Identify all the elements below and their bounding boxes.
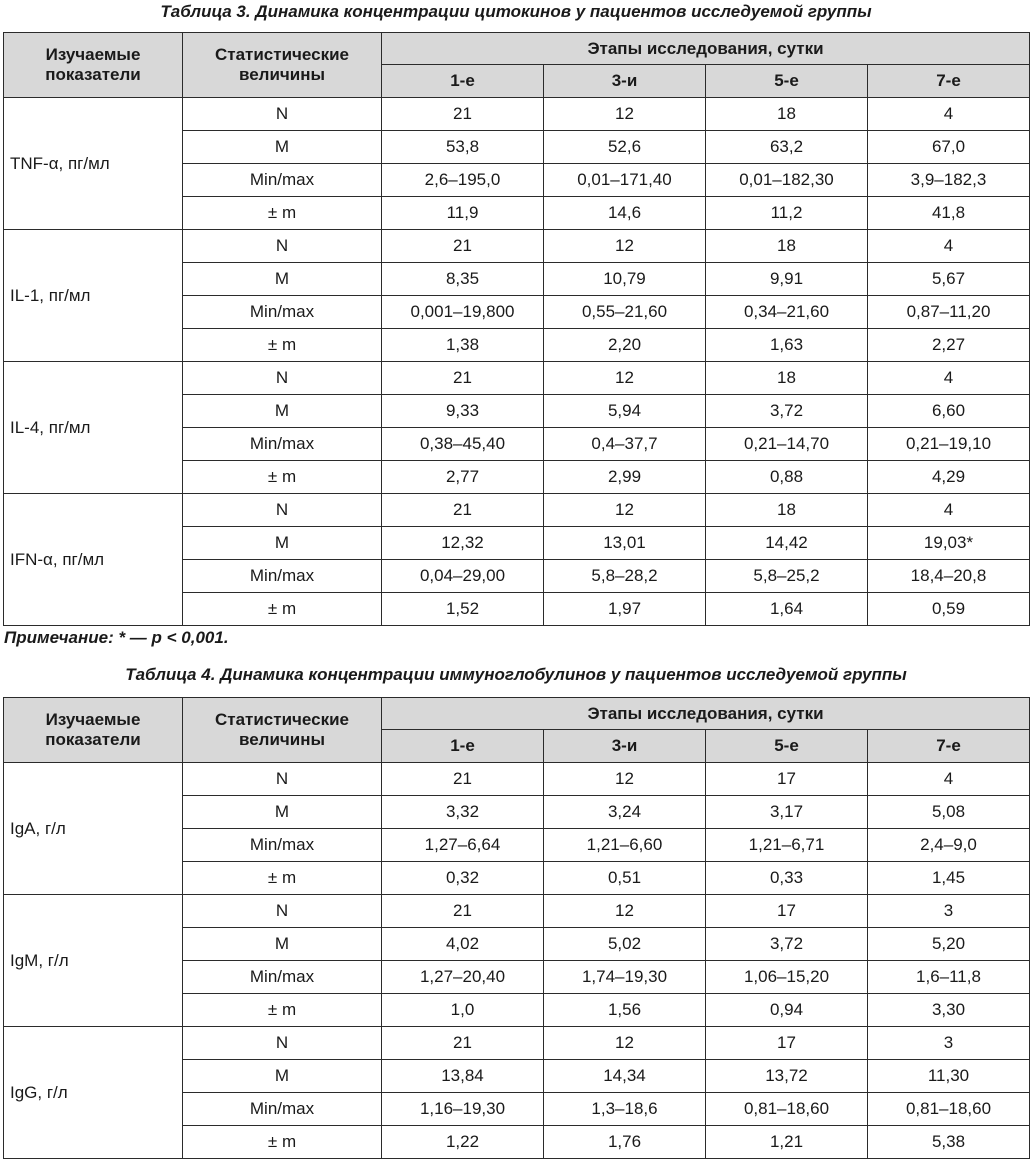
value-cell: 0,33 (706, 862, 868, 895)
value-cell: 0,59 (868, 593, 1030, 626)
value-cell: 0,01–171,40 (544, 164, 706, 197)
value-cell: 5,8–28,2 (544, 560, 706, 593)
value-cell: 4,02 (382, 928, 544, 961)
value-cell: 21 (382, 1027, 544, 1060)
parameter-name: IL-1, пг/мл (4, 230, 183, 362)
stat-label: M (183, 1060, 382, 1093)
value-cell: 5,02 (544, 928, 706, 961)
stat-label: M (183, 527, 382, 560)
value-cell: 4 (868, 230, 1030, 263)
value-cell: 1,16–19,30 (382, 1093, 544, 1126)
value-cell: 0,21–19,10 (868, 428, 1030, 461)
value-cell: 11,9 (382, 197, 544, 230)
value-cell: 12 (544, 98, 706, 131)
value-cell: 5,08 (868, 796, 1030, 829)
value-cell: 1,27–20,40 (382, 961, 544, 994)
value-cell: 1,21–6,71 (706, 829, 868, 862)
stat-label: M (183, 131, 382, 164)
value-cell: 13,72 (706, 1060, 868, 1093)
value-cell: 3 (868, 1027, 1030, 1060)
value-cell: 4 (868, 362, 1030, 395)
value-cell: 0,38–45,40 (382, 428, 544, 461)
value-cell: 52,6 (544, 131, 706, 164)
table-row (4, 763, 1030, 796)
stat-label: Min/max (183, 1093, 382, 1126)
stat-label: Min/max (183, 829, 382, 862)
table-row (4, 895, 1030, 928)
stat-label: Min/max (183, 428, 382, 461)
value-cell: 18 (706, 362, 868, 395)
parameter-name: TNF-α, пг/мл (4, 98, 183, 230)
value-cell: 4,29 (868, 461, 1030, 494)
stat-label: Min/max (183, 961, 382, 994)
value-cell: 3,17 (706, 796, 868, 829)
value-cell: 21 (382, 362, 544, 395)
value-cell: 5,8–25,2 (706, 560, 868, 593)
table3-caption: Таблица 3. Динамика концентрации цитокинов у пациентов исследуемой группы (160, 2, 872, 21)
parameter-name: IgG, г/л (4, 1027, 183, 1159)
value-cell: 2,4–9,0 (868, 829, 1030, 862)
value-cell: 4 (868, 98, 1030, 131)
header-day: 3-и (544, 65, 706, 98)
value-cell: 12 (544, 895, 706, 928)
table-row (4, 98, 1030, 131)
value-cell: 11,2 (706, 197, 868, 230)
value-cell: 0,4–37,7 (544, 428, 706, 461)
value-cell: 3,32 (382, 796, 544, 829)
value-cell: 0,55–21,60 (544, 296, 706, 329)
value-cell: 10,79 (544, 263, 706, 296)
header-day: 3-и (544, 730, 706, 763)
value-cell: 21 (382, 763, 544, 796)
value-cell: 14,6 (544, 197, 706, 230)
value-cell: 14,42 (706, 527, 868, 560)
value-cell: 8,35 (382, 263, 544, 296)
stat-label: ± m (183, 461, 382, 494)
value-cell: 1,63 (706, 329, 868, 362)
value-cell: 0,04–29,00 (382, 560, 544, 593)
value-cell: 1,64 (706, 593, 868, 626)
value-cell: 21 (382, 895, 544, 928)
value-cell: 2,20 (544, 329, 706, 362)
value-cell: 17 (706, 1027, 868, 1060)
value-cell: 5,20 (868, 928, 1030, 961)
stat-label: Min/max (183, 560, 382, 593)
table4 (3, 697, 1030, 1159)
stat-label: N (183, 494, 382, 527)
value-cell: 41,8 (868, 197, 1030, 230)
value-cell: 12 (544, 230, 706, 263)
stat-label: ± m (183, 1126, 382, 1159)
value-cell: 12 (544, 763, 706, 796)
header-stat: Статистические величины (183, 698, 382, 763)
value-cell: 17 (706, 895, 868, 928)
value-cell: 18 (706, 230, 868, 263)
parameter-name: IL-4, пг/мл (4, 362, 183, 494)
stat-label: M (183, 395, 382, 428)
value-cell: 13,01 (544, 527, 706, 560)
value-cell: 9,33 (382, 395, 544, 428)
header-day: 5-е (706, 65, 868, 98)
stat-label: M (183, 796, 382, 829)
value-cell: 53,8 (382, 131, 544, 164)
value-cell: 1,38 (382, 329, 544, 362)
stat-label: ± m (183, 593, 382, 626)
value-cell: 1,56 (544, 994, 706, 1027)
parameter-name: IgM, г/л (4, 895, 183, 1027)
stat-label: N (183, 763, 382, 796)
header-day: 1-е (382, 65, 544, 98)
value-cell: 18 (706, 98, 868, 131)
value-cell: 19,03* (868, 527, 1030, 560)
value-cell: 5,94 (544, 395, 706, 428)
header-day: 7-е (868, 730, 1030, 763)
stat-label: N (183, 362, 382, 395)
header-param: Изучаемые показатели (4, 33, 183, 98)
value-cell: 3 (868, 895, 1030, 928)
value-cell: 2,99 (544, 461, 706, 494)
stat-label: N (183, 230, 382, 263)
stat-label: ± m (183, 197, 382, 230)
value-cell: 3,24 (544, 796, 706, 829)
value-cell: 0,01–182,30 (706, 164, 868, 197)
value-cell: 18,4–20,8 (868, 560, 1030, 593)
table-row (4, 230, 1030, 263)
value-cell: 1,6–11,8 (868, 961, 1030, 994)
value-cell: 5,38 (868, 1126, 1030, 1159)
table-row (4, 494, 1030, 527)
stat-label: M (183, 928, 382, 961)
stat-label: Min/max (183, 164, 382, 197)
value-cell: 21 (382, 98, 544, 131)
table4-caption: Таблица 4. Динамика концентрации иммуноглобулинов у пациентов исследуемой группы (125, 665, 907, 684)
table3-body (4, 98, 1030, 626)
value-cell: 1,21 (706, 1126, 868, 1159)
value-cell: 2,6–195,0 (382, 164, 544, 197)
value-cell: 17 (706, 763, 868, 796)
value-cell: 21 (382, 494, 544, 527)
header-day: 7-е (868, 65, 1030, 98)
value-cell: 1,76 (544, 1126, 706, 1159)
value-cell: 12 (544, 494, 706, 527)
value-cell: 4 (868, 763, 1030, 796)
stat-label: ± m (183, 329, 382, 362)
value-cell: 3,72 (706, 395, 868, 428)
stat-label: ± m (183, 862, 382, 895)
value-cell: 0,34–21,60 (706, 296, 868, 329)
value-cell: 3,9–182,3 (868, 164, 1030, 197)
value-cell: 5,67 (868, 263, 1030, 296)
value-cell: 0,81–18,60 (868, 1093, 1030, 1126)
table4-body (4, 763, 1030, 1159)
value-cell: 1,06–15,20 (706, 961, 868, 994)
stat-label: Min/max (183, 296, 382, 329)
value-cell: 1,45 (868, 862, 1030, 895)
value-cell: 12 (544, 362, 706, 395)
header-day: 1-е (382, 730, 544, 763)
value-cell: 18 (706, 494, 868, 527)
value-cell: 2,77 (382, 461, 544, 494)
header-day: 5-е (706, 730, 868, 763)
parameter-name: IgA, г/л (4, 763, 183, 895)
value-cell: 14,34 (544, 1060, 706, 1093)
value-cell: 0,81–18,60 (706, 1093, 868, 1126)
stat-label: N (183, 895, 382, 928)
parameter-name: IFN-α, пг/мл (4, 494, 183, 626)
value-cell: 1,97 (544, 593, 706, 626)
header-stages: Этапы исследования, сутки (382, 698, 1030, 730)
value-cell: 0,88 (706, 461, 868, 494)
stat-label: M (183, 263, 382, 296)
value-cell: 2,27 (868, 329, 1030, 362)
value-cell: 6,60 (868, 395, 1030, 428)
header-stat: Статистические величины (183, 33, 382, 98)
value-cell: 63,2 (706, 131, 868, 164)
value-cell: 3,72 (706, 928, 868, 961)
value-cell: 1,21–6,60 (544, 829, 706, 862)
value-cell: 13,84 (382, 1060, 544, 1093)
value-cell: 1,52 (382, 593, 544, 626)
value-cell: 11,30 (868, 1060, 1030, 1093)
value-cell: 0,94 (706, 994, 868, 1027)
value-cell: 1,74–19,30 (544, 961, 706, 994)
stat-label: N (183, 98, 382, 131)
table3-note: Примечание: * — p < 0,001. (4, 628, 229, 647)
value-cell: 3,30 (868, 994, 1030, 1027)
table3 (3, 32, 1030, 626)
value-cell: 12 (544, 1027, 706, 1060)
header-stages: Этапы исследования, сутки (382, 33, 1030, 65)
table-row (4, 1027, 1030, 1060)
value-cell: 0,21–14,70 (706, 428, 868, 461)
value-cell: 0,32 (382, 862, 544, 895)
value-cell: 1,3–18,6 (544, 1093, 706, 1126)
value-cell: 0,87–11,20 (868, 296, 1030, 329)
value-cell: 0,001–19,800 (382, 296, 544, 329)
value-cell: 67,0 (868, 131, 1030, 164)
value-cell: 1,27–6,64 (382, 829, 544, 862)
value-cell: 0,51 (544, 862, 706, 895)
value-cell: 1,22 (382, 1126, 544, 1159)
table-row (4, 362, 1030, 395)
header-param: Изучаемые показатели (4, 698, 183, 763)
value-cell: 12,32 (382, 527, 544, 560)
value-cell: 9,91 (706, 263, 868, 296)
stat-label: ± m (183, 994, 382, 1027)
stat-label: N (183, 1027, 382, 1060)
value-cell: 21 (382, 230, 544, 263)
value-cell: 4 (868, 494, 1030, 527)
value-cell: 1,0 (382, 994, 544, 1027)
